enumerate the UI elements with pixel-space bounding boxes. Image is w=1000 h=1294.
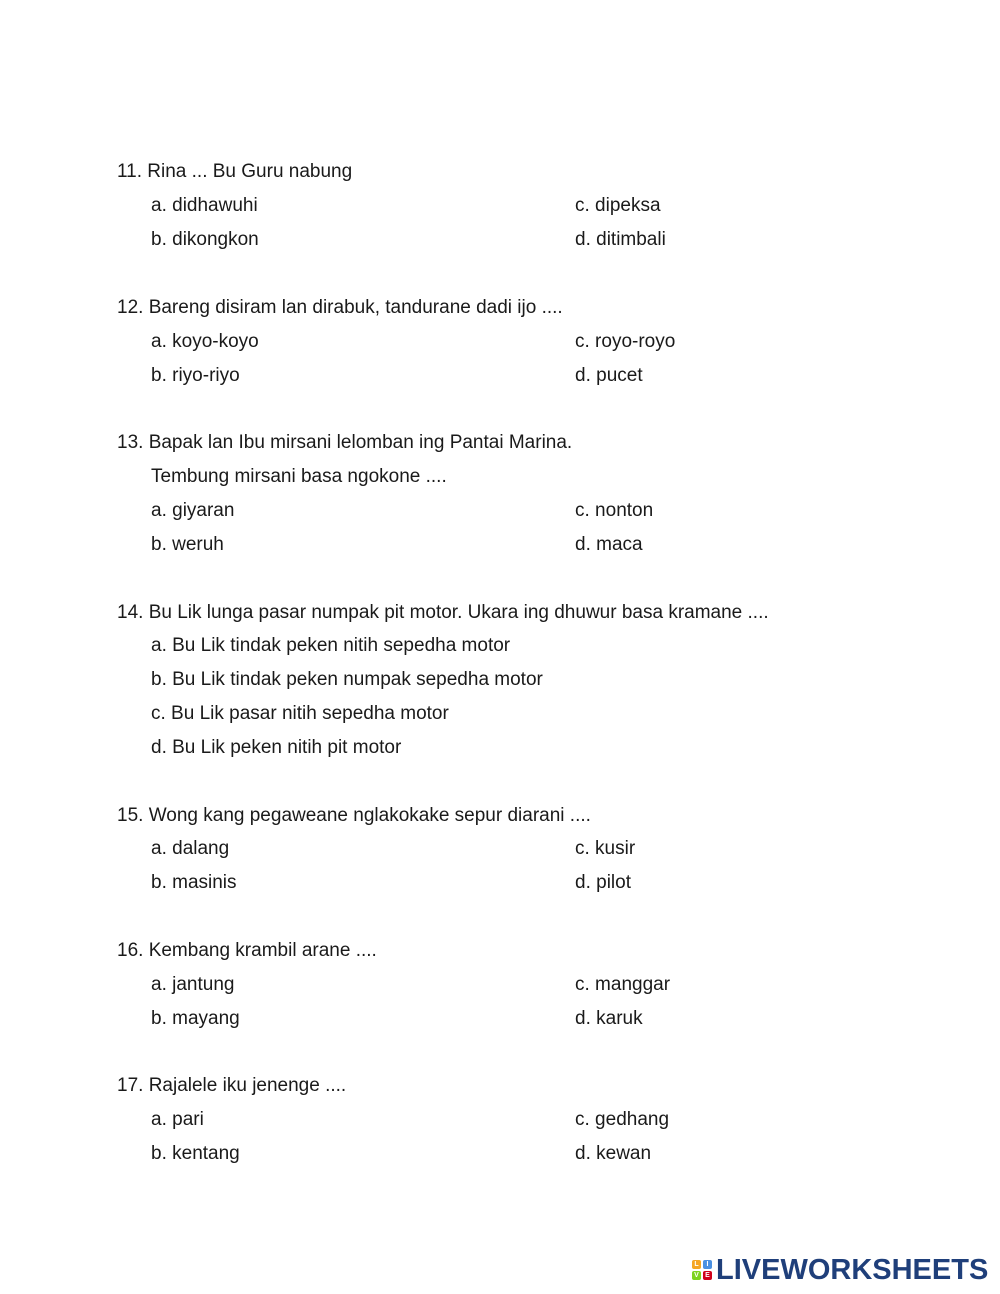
q14-option-d[interactable]: d. Bu Lik peken nitih pit motor	[151, 737, 402, 758]
q17-option-d[interactable]: d. kewan	[575, 1143, 652, 1164]
question-14: 14. Bu Lik lunga pasar numpak pit motor. Ukara ing dhuwur basa kramane ....	[117, 602, 769, 623]
q15-option-c[interactable]: c. kusir	[575, 838, 636, 859]
q13-option-d[interactable]: d. maca	[575, 534, 643, 555]
q16-option-d[interactable]: d. karuk	[575, 1008, 643, 1029]
logo-mark-tile: V	[692, 1271, 701, 1280]
q11-option-c[interactable]: c. dipeksa	[575, 195, 661, 216]
q11-option-d[interactable]: d. ditimbali	[575, 229, 666, 250]
q15-option-a[interactable]: a. dalang	[151, 838, 230, 859]
logo-mark-tile: L	[692, 1260, 701, 1269]
q12-option-a[interactable]: a. koyo-koyo	[151, 331, 259, 352]
liveworksheets-logo	[692, 1254, 988, 1286]
q17-option-c[interactable]: c. gedhang	[575, 1109, 670, 1130]
q11-option-b[interactable]: b. dikongkon	[151, 229, 259, 250]
q14-option-b[interactable]: b. Bu Lik tindak peken numpak sepedha motor	[151, 669, 543, 690]
question-13-subtext: Tembung mirsani basa ngokone ....	[151, 466, 447, 487]
q13-option-c[interactable]: c. nonton	[575, 500, 654, 521]
logo-mark-tile: I	[703, 1260, 712, 1269]
logo-mark-tile: E	[703, 1271, 712, 1280]
q16-option-b[interactable]: b. mayang	[151, 1008, 240, 1029]
q12-option-c[interactable]: c. royo-royo	[575, 331, 676, 352]
q16-option-c[interactable]: c. manggar	[575, 974, 671, 995]
question-17: 17. Rajalele iku jenenge ....	[117, 1075, 347, 1096]
q13-option-b[interactable]: b. weruh	[151, 534, 224, 555]
question-13: 13. Bapak lan Ibu mirsani lelomban ing Pantai Marina.	[117, 432, 573, 453]
q14-option-a[interactable]: a. Bu Lik tindak peken nitih sepedha motor	[151, 635, 511, 656]
question-15: 15. Wong kang pegaweane nglakokake sepur diarani ....	[117, 805, 591, 826]
q14-option-c[interactable]: c. Bu Lik pasar nitih sepedha motor	[151, 703, 449, 724]
q17-option-b[interactable]: b. kentang	[151, 1143, 240, 1164]
q17-option-a[interactable]: a. pari	[151, 1109, 204, 1130]
q12-option-b[interactable]: b. riyo-riyo	[151, 365, 240, 386]
q15-option-d[interactable]: d. pilot	[575, 872, 631, 893]
question-12: 12. Bareng disiram lan dirabuk, tandurane dadi ijo ....	[117, 297, 563, 318]
logo-mark-icon	[692, 1260, 712, 1280]
q15-option-b[interactable]: b. masinis	[151, 872, 237, 893]
q13-option-a[interactable]: a. giyaran	[151, 500, 235, 521]
question-11: 11. Rina ... Bu Guru nabung	[117, 161, 353, 182]
q12-option-d[interactable]: d. pucet	[575, 365, 643, 386]
q11-option-a[interactable]: a. didhawuhi	[151, 195, 258, 216]
logo-wordmark: LIVEWORKSHEETS	[716, 1253, 989, 1286]
question-16: 16. Kembang krambil arane ....	[117, 940, 377, 961]
q16-option-a[interactable]: a. jantung	[151, 974, 235, 995]
